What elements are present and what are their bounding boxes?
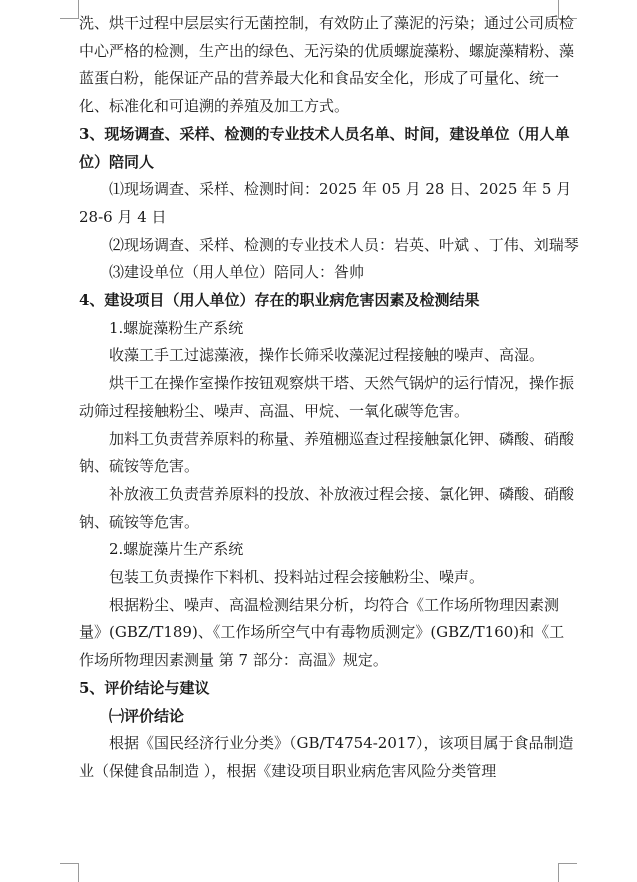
paragraph-drying-worker: 烘干工在操作室操作按钮观察烘干塔、天然气锅炉的运行情况，操作振动筛过程接触粉尘、噪声、高温、甲烷、一氧化碳等危害。 (79, 374, 575, 420)
page-corner-mark-bottom-left (60, 863, 79, 882)
paragraph-harvest-worker: 收藻工手工过滤藻液，操作长筛采收藻泥过程接触的噪声、高湿。 (109, 346, 545, 365)
page-corner-mark-bottom-right (558, 863, 577, 882)
paragraph-packaging-worker: 包装工负责操作下料机、投料站过程会接触粉尘、噪声。 (109, 568, 485, 587)
page-corner-mark-top-left (60, 0, 79, 19)
subsection-tablet-system: 2.螺旋藻片生产系统 (109, 540, 244, 559)
subsection-evaluation-conclusion: ㈠评价结论 (109, 706, 185, 725)
paragraph-accompanying-person: ⑶建设单位（用人单位）陪同人：昝帅 (109, 263, 365, 282)
paragraph-survey-time: ⑴现场调查、采样、检测时间：2025 年 05 月 28 日、2025 年 5 月 28-6 月 4 日 (79, 180, 572, 226)
section-heading-4: 4、建设项目（用人单位）存在的职业病危害因素及检测结果 (79, 291, 480, 310)
paragraph-feeding-worker: 加料工负责营养原料的称量、养殖棚巡查过程接触氯化钾、磷酸、硝酸钠、硫铵等危害。 (79, 429, 575, 476)
subsection-powder-system: 1.螺旋藻粉生产系统 (109, 318, 244, 337)
paragraph-industry-classification: 根据《国民经济行业分类》（GB/T4754-2017），该项目属于食品制造业（保健食品制造 ），根据《建设项目职业病危害风险分类管理 (79, 734, 574, 780)
paragraph-test-results: 根据粉尘、噪声、高温检测结果分析，均符合《工作场所物理因素测量》(GBZ/T189)、《工作场所空气中有毒物质测定》(GBZ/T160)和《工作场所物理因素测量 第 7 部分：高温》规定。 (79, 595, 565, 670)
section-heading-5: 5、评价结论与建议 (79, 678, 210, 697)
paragraph-refill-worker: 补放液工负责营养原料的投放、补放液过程会接、氯化钾、磷酸、硝酸钠、硫铵等危害。 (79, 484, 575, 531)
paragraph-technical-staff: ⑵现场调查、采样、检测的专业技术人员：岩英、叶斌 、丁伟、刘瑞琴 (109, 235, 579, 254)
paragraph-process-description: 洗、烘干过程中层层实行无菌控制，有效防止了藻泥的污染；通过公司质检中心严格的检测，生产出的绿色、无污染的优质螺旋藻粉、螺旋藻精粉、藻蓝蛋白粉，能保证产品的营养最大化和食品安全化，形成了可量化、统一化、标准化和可追溯的养殖及加工方式。 (79, 14, 575, 116)
document-page (79, 10, 579, 786)
section-heading-3: 3、现场调查、采样、检测的专业技术人员名单、时间，建设单位（用人单位）陪同人 (79, 124, 570, 171)
